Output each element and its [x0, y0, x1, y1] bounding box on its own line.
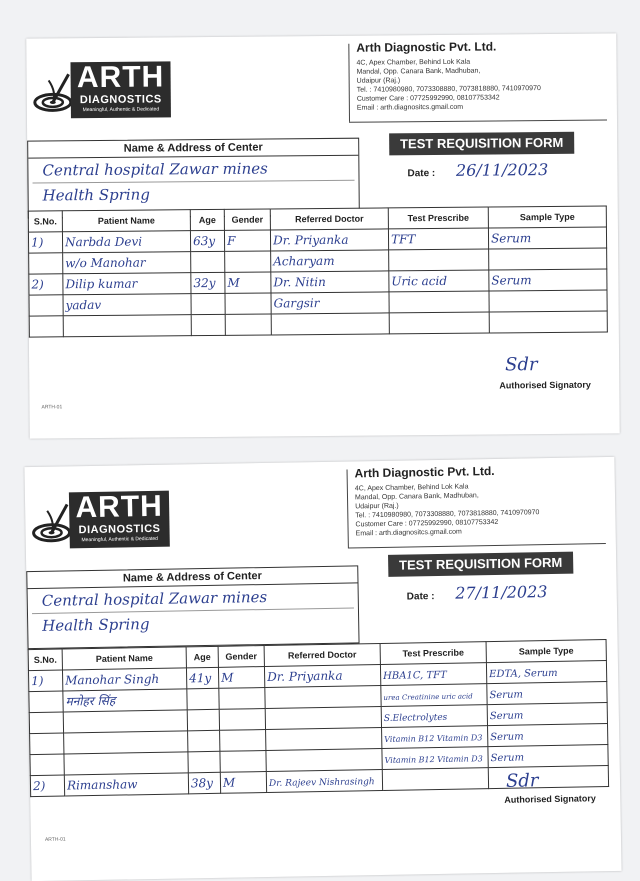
address-line-1: 4C, Apex Chamber, Behind Lok Kala	[356, 58, 471, 67]
cell-age: 41y	[189, 670, 212, 686]
cell-sample: Serum	[490, 231, 532, 246]
company-info	[354, 461, 615, 539]
center-line-1: Central hospital Zawar mines	[42, 159, 268, 180]
center-title: Name & Address of Center	[28, 139, 358, 159]
target-logo-icon	[29, 500, 74, 545]
cell-doctor: Dr. Priyanka	[272, 232, 349, 248]
cell-sample: Serum	[490, 752, 525, 765]
cell-patient-name: Dilip kumar	[65, 276, 138, 292]
address-line-2: Mandal, Opp. Canara Bank, Madhuban,	[354, 492, 479, 502]
header-rule	[348, 543, 606, 549]
cell-sno: 1)	[30, 235, 44, 250]
cell-sno: 2)	[32, 778, 46, 794]
email: Email : arth.diagnositcs.gmail.com	[355, 528, 462, 538]
brand-big: ARTH	[75, 489, 164, 525]
cell-test: urea Creatinine uric acid	[383, 692, 473, 702]
cell-sample: Serum	[489, 710, 524, 723]
signature: Sdr	[505, 354, 538, 376]
cell-sample: Serum	[490, 731, 524, 744]
header-age: Age	[186, 646, 218, 668]
form-title: TEST REQUISITION FORM	[389, 132, 574, 156]
cell-test: Uric acid	[391, 273, 448, 289]
cell-test: Vitamin B12 Vitamin D3	[384, 754, 483, 765]
cell-patient-name: Manohar Singh	[65, 671, 160, 688]
brand-big: ARTH	[76, 60, 165, 95]
target-logo-icon	[31, 70, 75, 114]
arth-logo	[30, 59, 171, 120]
brand-tagline: Meaningful, Authentic & Dedicated	[81, 535, 158, 544]
arth-logo	[29, 489, 170, 551]
cell-sample: Serum	[489, 689, 524, 702]
date-field	[407, 582, 548, 603]
date-field	[407, 160, 548, 180]
address-line-3: Udaipur (Raj.)	[355, 502, 399, 511]
cell-test: HBA1C, TFT	[383, 669, 447, 682]
company-name: Arth Diagnostic Pvt. Ltd.	[356, 39, 497, 55]
cell-test: S.Electrolytes	[383, 712, 448, 724]
cell-sample: Serum	[491, 273, 532, 288]
center-line-1: Central hospital Zawar mines	[41, 587, 268, 610]
cell-doctor: Dr. Rajeev Nishrasingh	[268, 777, 375, 789]
date-value: 26/11/2023	[455, 160, 549, 180]
signature: Sdr	[505, 770, 539, 792]
cell-doctor: Gargsir	[273, 296, 320, 311]
cell-doctor: Acharyam	[273, 253, 335, 269]
cell-gender: M	[221, 670, 234, 685]
cell-sno: 1)	[31, 673, 44, 689]
patient-table	[28, 206, 608, 338]
table-row	[29, 311, 607, 337]
cell-age: 63y	[192, 233, 216, 249]
header-age: Age	[190, 209, 224, 230]
header-referred-doctor: Referred Doctor	[264, 644, 380, 667]
header-sample-type: Sample Type	[488, 206, 606, 228]
brand-mid: DIAGNOSTICS	[78, 522, 161, 537]
customer-care: Customer Care : 07725992990, 08107753342	[356, 94, 500, 103]
header-sample-type: Sample Type	[486, 640, 606, 663]
center-line-2: Health Spring	[42, 185, 150, 205]
footer-code: ARTH-01	[41, 404, 63, 411]
authorised-signatory: Authorised Signatory	[504, 793, 596, 805]
company-name: Arth Diagnostic Pvt. Ltd.	[354, 463, 495, 481]
cell-patient-name: मनोहर सिंह	[65, 693, 116, 709]
email: Email : arth.diagnositcs.gmail.com	[356, 103, 464, 112]
header-test-prescribe: Test Prescribe	[388, 207, 488, 229]
header-divider	[348, 44, 350, 122]
date-label: Date :	[407, 168, 436, 180]
header-patient-name: Patient Name	[62, 647, 186, 670]
header-gender: Gender	[224, 209, 270, 230]
header-divider	[347, 470, 349, 548]
requisition-form-2	[24, 457, 621, 881]
date-label: Date :	[406, 591, 435, 603]
address-line-3: Udaipur (Raj.)	[356, 77, 401, 85]
requisition-form-1	[26, 33, 619, 438]
cell-doctor: Dr. Nitin	[273, 274, 326, 290]
brand-tagline: Meaningful, Authentic & Dedicated	[82, 106, 160, 114]
header-sno: S.No.	[28, 211, 62, 232]
header-gender: Gender	[218, 646, 264, 668]
cell-gender: M	[227, 275, 240, 290]
telephone: Tel. : 7410980980, 7073308880, 7073818880, 7410970970	[355, 509, 540, 520]
cell-patient-name: Rimanshaw	[66, 777, 138, 793]
address-line-1: 4C, Apex Chamber, Behind Lok Kala	[354, 483, 469, 493]
center-title: Name & Address of Center	[27, 566, 357, 589]
brand-mid: DIAGNOSTICS	[79, 93, 162, 107]
cell-gender: F	[226, 233, 236, 248]
telephone: Tel. : 7410980980, 7073308880, 7073818880, 7410970970	[356, 85, 541, 94]
header-patient-name: Patient Name	[62, 210, 190, 232]
cell-age: 32y	[193, 275, 216, 291]
center-address-box	[26, 565, 359, 649]
header-test-prescribe: Test Prescribe	[380, 642, 486, 665]
form-title: TEST REQUISITION FORM	[388, 552, 573, 577]
center-line-2: Health Spring	[42, 615, 150, 635]
date-value: 27/11/2023	[455, 582, 548, 603]
address-line-2: Mandal, Opp. Canara Bank, Madhuban,	[356, 67, 481, 76]
authorised-signatory: Authorised Signatory	[499, 379, 591, 391]
company-info	[356, 37, 617, 112]
header-referred-doctor: Referred Doctor	[270, 208, 388, 230]
footer-code: ARTH-01	[44, 836, 66, 843]
center-address-box	[27, 138, 360, 219]
cell-patient-name: yadav	[65, 297, 102, 313]
cell-test: Vitamin B12 Vitamin D3	[384, 733, 483, 744]
cell-sno: 2)	[31, 277, 44, 292]
cell-gender: M	[222, 775, 236, 790]
cell-patient-name: Narbda Devi	[64, 234, 143, 250]
header-sno: S.No.	[28, 649, 62, 671]
cell-doctor: Dr. Priyanka	[267, 668, 343, 684]
cell-sample: EDTA, Serum	[489, 667, 558, 681]
cell-test: TFT	[390, 232, 416, 247]
customer-care: Customer Care : 07725992990, 08107753342	[355, 518, 499, 529]
cell-age: 38y	[190, 775, 214, 791]
cell-patient-name: w/o Manohar	[65, 255, 146, 271]
header-rule	[349, 120, 607, 123]
